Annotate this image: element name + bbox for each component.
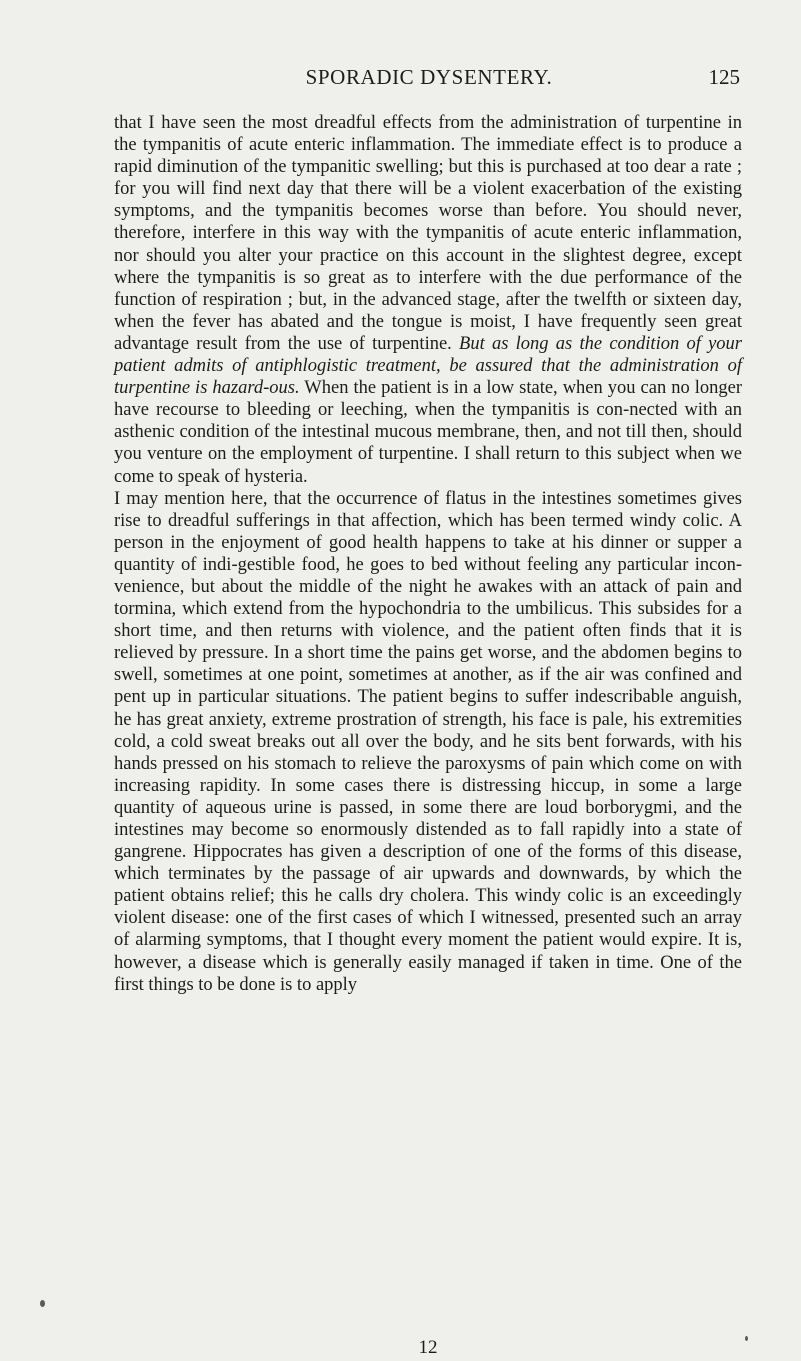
page-header xyxy=(118,62,740,94)
running-head: SPORADIC DYSENTERY. xyxy=(305,65,553,89)
paragraph-1 xyxy=(114,112,742,488)
paragraph-1-text-a: that I have seen the most dreadful effects from the administration of turpentine in the tympanitis of acute enteric inflammation. The immediate effect is to produce a rapid diminution of the tympanitic swelling; but this is purchased at too dear a rate ; for you will find next day that there will be a violent exacerbation of the existing symptoms, and the tympanitis becomes worse than before. You should never, therefore, interfere in this way with the tympanitis of acute enteric inflammation, nor should you alter your practice on this account in the slightest degree, except where the tympanitis is so great as to interfere with the due performance of the function of respiration ; but, in the advanced stage, after the twelfth or sixteen day, when the fever has abated and the tongue is moist, I have frequently seen great advantage result from the use of turpentine. xyxy=(114,113,742,354)
ink-speck xyxy=(40,1300,45,1307)
signature-mark: 12 xyxy=(418,1337,438,1358)
paragraph-1-text-b: When the patient is in a low state, when you can no longer have recourse to bleeding or leeching, when the tympanitis is con-nected with an asthenic condition of the intestinal mucous membrane, then, and not till then, should you venture on the employment of turpentine. I shall return to this subject when we come to speak of hysteria. xyxy=(114,378,742,487)
page-number: 125 xyxy=(708,65,740,89)
ink-speck xyxy=(745,1336,748,1341)
paragraph-1-italic-text: But as long as the condition of your patient admits of antiphlogistic treatment, be assured that the administration of turpentine is hazard-ous. xyxy=(114,333,742,399)
paragraph-2: I may mention here, that the occurrence of flatus in the intestines sometimes gives rise to dreadful sufferings in that affection, which has been termed windy colic. A person in the enjoyment of good health happens to take at his dinner or supper a quantity of indi-gestible food, he goes to bed without feeling any particular incon-venience, but about the middle of the night he awakes with an attack of pain and tormina, which extend from the hypochondria to the umbilicus. This subsides for a short time, and then returns with violence, and the patient often finds that it is relieved by pressure. In a short time the pains get worse, and the abdomen begins to swell, sometimes at one point, sometimes at another, as if the air was confined and pent up in particular situations. The patient begins to suffer indescribable anguish, he has great anxiety, extreme prostration of strength, his face is pale, his extremities cold, a cold sweat breaks out all over the body, and he sits bent forwards, with his hands pressed on his stomach to relieve the paroxysms of pain which come on with increasing rapidity. In some cases there is distressing hiccup, in some a large quantity of aqueous urine is passed, in some there are loud borborygmi, and the intestines may become so enormously distended as to fall rapidly into a state of gangrene. Hippocrates has given a description of one of the forms of this disease, which terminates by the passage of air upwards and downwards, by which the patient obtains relief; this he calls dry cholera. This windy colic is an exceedingly violent disease: one of the first cases of which I witnessed, presented such an array of alarming symptoms, that I thought every moment the patient would expire. It is, however, a disease which is generally easily managed if taken in time. One of the first things to be done is to apply xyxy=(114,488,742,995)
body-text xyxy=(114,112,742,996)
